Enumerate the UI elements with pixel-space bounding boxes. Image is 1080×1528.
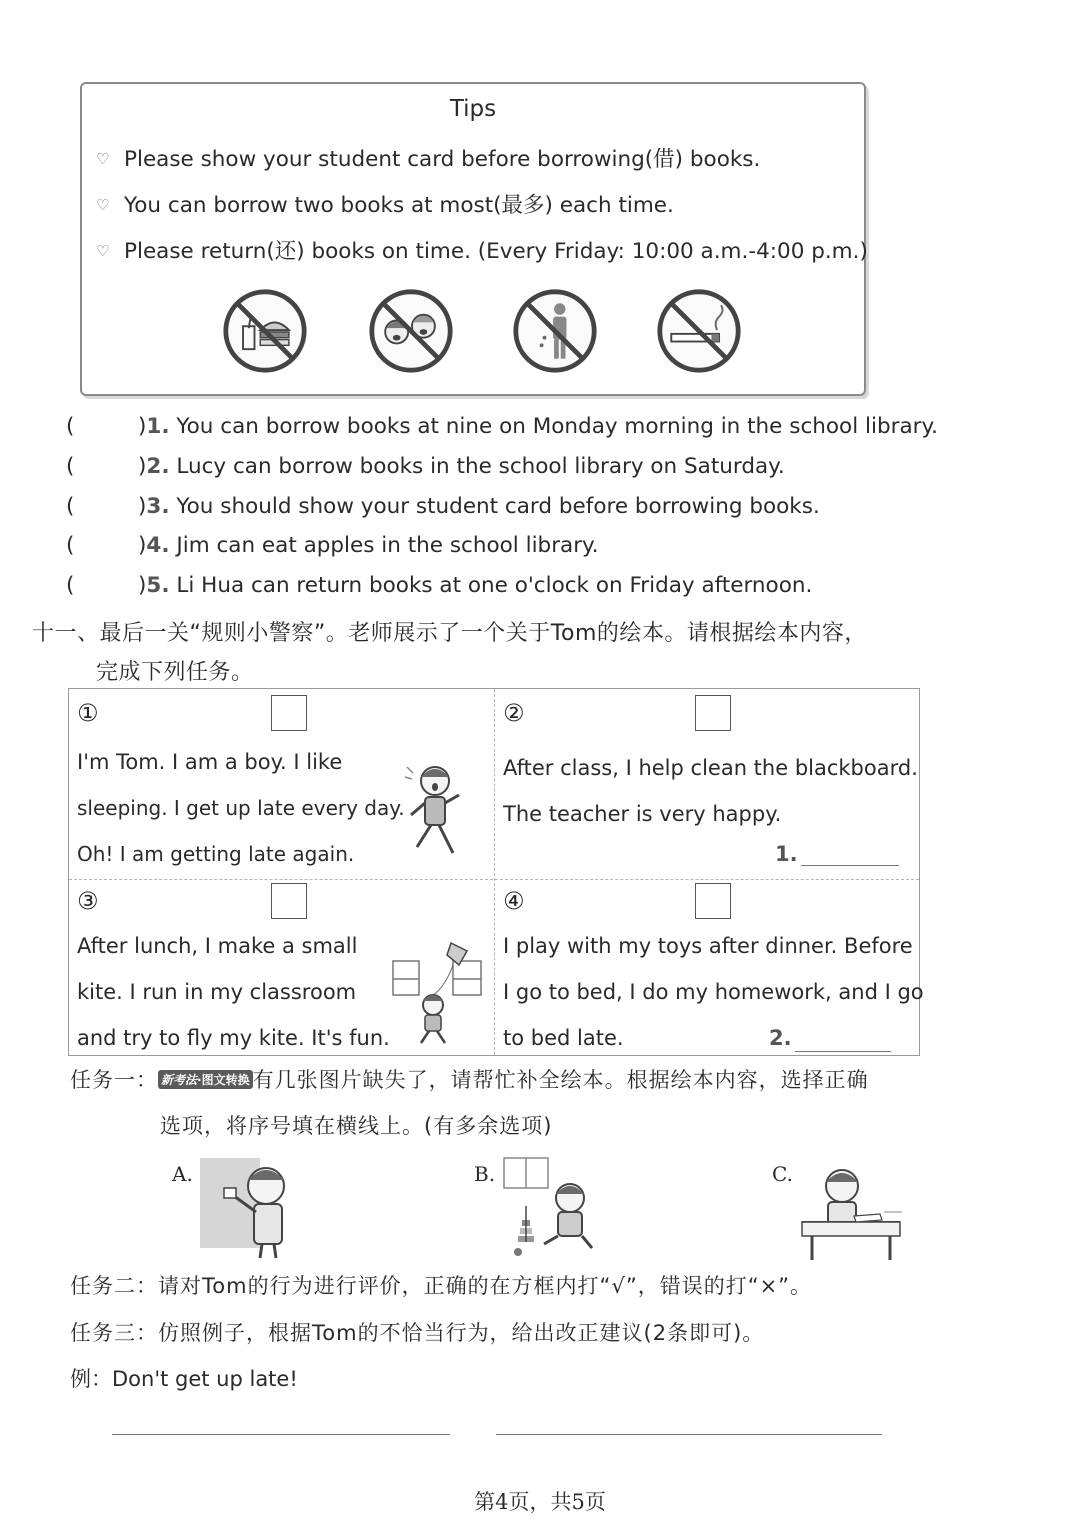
page-footer: 第4页，共5页 (474, 1490, 606, 1514)
heart-icon: ♡ (96, 150, 110, 168)
blank-number: 2. (769, 1026, 792, 1050)
tip-item: ♡ You can borrow two books at most(最多) each time. (96, 193, 674, 218)
new-method-badge: 新考法·图文转换 (158, 1070, 253, 1089)
heart-icon: ♡ (96, 196, 110, 214)
section-title: 十一、最后一关“规则小警察”。老师展示了一个关于Tom的绘本。请根据绘本内容， (32, 621, 867, 646)
panel-number: ④ (503, 887, 525, 915)
answer-checkbox[interactable] (271, 695, 307, 731)
option-label: A. (172, 1162, 193, 1186)
running-boy-illustration (403, 759, 467, 863)
question-row: ( )3. You should show your student card before borrowing books. (66, 494, 820, 519)
example-sentence: 例：Don't get up late! (70, 1367, 298, 1391)
no-littering-sign-icon (512, 288, 598, 374)
kite-in-classroom-illustration (391, 939, 485, 1047)
answer-checkbox[interactable] (271, 883, 307, 919)
panel-text: Oh! I am getting late again. (77, 842, 355, 866)
option-a-clean-board-illustration (198, 1156, 302, 1260)
answer-checkbox[interactable] (695, 695, 731, 731)
panel-number: ② (503, 699, 525, 727)
no-smoking-sign-icon (656, 288, 742, 374)
no-noise-sign-icon (368, 288, 454, 374)
task-one-cont: 选项，将序号填在横线上。(有多余选项) (160, 1114, 553, 1138)
answer-line[interactable] (496, 1434, 882, 1435)
panel-text: and try to fly my kite. It's fun. (77, 1026, 390, 1050)
task-three: 任务三：仿照例子，根据Tom的不恰当行为，给出改正建议(2条即可)。 (70, 1321, 765, 1345)
task-two: 任务二：请对Tom的行为进行评价，正确的在方框内打“√”，错误的打“×”。 (70, 1274, 813, 1298)
answer-line[interactable] (112, 1434, 450, 1435)
no-food-drink-sign-icon (222, 288, 308, 374)
panel-text: I'm Tom. I am a boy. I like (77, 750, 343, 774)
panel-text: After lunch, I make a small (77, 934, 358, 958)
option-label: C. (772, 1162, 793, 1186)
grid-divider (69, 879, 919, 880)
panel-text: I play with my toys after dinner. Before (503, 934, 913, 958)
question-row: ( )2. Lucy can borrow books in the school library on Saturday. (66, 454, 785, 479)
task-one: 任务一： 新考法·图文转换 有几张图片缺失了，请帮忙补全绘本。根据绘本内容，选择正确 (70, 1068, 869, 1092)
blank-number: 1. (775, 842, 798, 866)
option-c-homework-illustration (798, 1156, 904, 1262)
panel-number: ③ (77, 887, 99, 915)
question-row: ( )4. Jim can eat apples in the school library. (66, 533, 599, 558)
answer-blank[interactable] (801, 865, 899, 866)
tips-title: Tips (449, 96, 497, 122)
grid-divider (494, 689, 495, 1055)
tips-box (80, 82, 866, 396)
panel-text: After class, I help clean the blackboard. (503, 756, 918, 780)
panel-text: The teacher is very happy. (503, 802, 782, 826)
option-label: B. (474, 1162, 496, 1186)
heart-icon: ♡ (96, 242, 110, 260)
option-b-playing-toys-illustration (500, 1154, 606, 1260)
tip-item: ♡ Please return(还) books on time. (Every Friday: 10:00 a.m.-4:00 p.m.) (96, 239, 868, 264)
question-row: ( )1. You can borrow books at nine on Monday morning in the school library. (66, 414, 938, 439)
panel-text: I go to bed, I do my homework, and I go (503, 980, 924, 1004)
panel-number: ① (77, 699, 99, 727)
section-title-cont: 完成下列任务。 (96, 660, 254, 685)
panel-text: to bed late. (503, 1026, 624, 1050)
question-row: ( )5. Li Hua can return books at one o'clock on Friday afternoon. (66, 573, 813, 598)
answer-checkbox[interactable] (695, 883, 731, 919)
answer-blank[interactable] (795, 1051, 891, 1052)
picture-book-grid (68, 688, 924, 1056)
panel-text: kite. I run in my classroom (77, 980, 357, 1004)
panel-text: sleeping. I get up late every day. (77, 796, 405, 820)
tip-item: ♡ Please show your student card before borrowing(借) books. (96, 147, 761, 172)
